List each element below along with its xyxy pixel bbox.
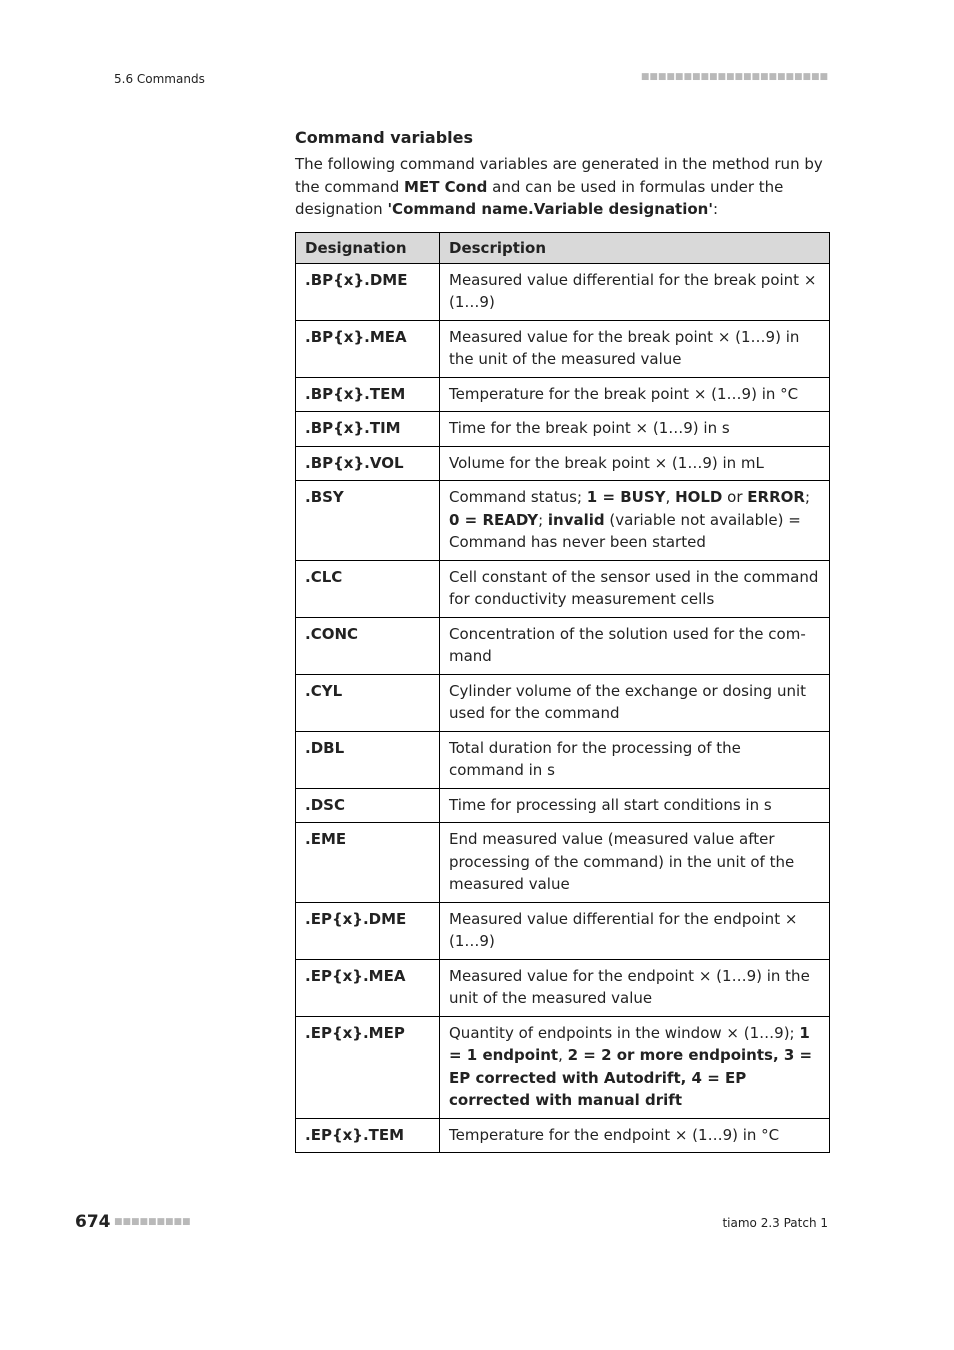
description-text: Quantity of endpoints in the window × (1…9); [449,1023,800,1042]
variable-description: Measured value for the break point × (1…9) in the unit of the measured value [440,320,830,377]
variable-description: Cell constant of the sensor used in the command for conductivity measurement cells [440,560,830,617]
variable-designation: .BP{x}.VOL [296,446,440,481]
description-text: , [665,488,676,506]
variable-designation: .EP{x}.MEA [296,959,440,1016]
description-text: or [722,488,748,506]
table-row [296,674,830,731]
variable-designation: .CYL [296,674,440,731]
variable-designation: .BP{x}.TIM [296,412,440,447]
table-row [296,320,830,377]
variable-description: Time for processing all start conditions in s [440,788,830,823]
table-row [296,377,830,412]
description-emphasis: 0 = READY [449,510,539,529]
page-number: 674 [75,1212,111,1232]
variable-designation: .DBL [296,731,440,788]
variable-designation: .EP{x}.DME [296,902,440,959]
variable-description [440,1016,830,1118]
table-row [296,481,830,561]
variable-description: End measured value (measured value after processing of the command) in the unit of the measured value [440,823,830,903]
variable-description: Measured value for the endpoint × (1…9) in the unit of the measured value [440,959,830,1016]
table-row [296,263,830,320]
section-content [295,128,829,221]
intro-designation: 'Command name.Variable designation' [387,200,713,218]
table-row [296,446,830,481]
intro-text-3: : [712,200,719,218]
variable-designation: .EME [296,823,440,903]
variable-description [440,481,830,561]
variable-designation: .BP{x}.MEA [296,320,440,377]
variable-description: Measured value differential for the break point × (1…9) [440,263,830,320]
intro-paragraph [295,153,829,221]
description-text: (variable not available) = Command has never been started [449,510,801,551]
column-header-description: Description [440,233,830,264]
variable-description: Temperature for the endpoint × (1…9) in °C [440,1118,830,1153]
variable-description: Concentration of the solution used for the command [440,617,830,674]
section-title: Command variables [295,128,473,147]
variable-designation: .BSY [296,481,440,561]
variable-designation: .DSC [296,788,440,823]
variable-designation: .CONC [296,617,440,674]
variable-description: Total duration for the processing of the command in s [440,731,830,788]
description-emphasis: 2 = 2 or more endpoints, 3 = EP corrected with Autodrift, 4 = EP corrected with manual drift [449,1046,813,1109]
variable-designation: .BP{x}.TEM [296,377,440,412]
table-row [296,1016,830,1118]
variable-designation: .EP{x}.TEM [296,1118,440,1153]
variable-designation: .CLC [296,560,440,617]
description-emphasis: ERROR [747,488,805,506]
variable-description: Volume for the break point × (1…9) in mL [440,446,830,481]
column-header-designation: Designation [296,233,440,264]
table-row [296,560,830,617]
variable-description: Cylinder volume of the exchange or dosing unit used for the command [440,674,830,731]
table-row [296,902,830,959]
footer-product-name: tiamo 2.3 Patch 1 [722,1216,828,1230]
variable-description: Time for the break point × (1…9) in s [440,412,830,447]
variable-description: Measured value differential for the endpoint × (1…9) [440,902,830,959]
table-row [296,823,830,903]
description-text: Command status; [449,488,587,506]
variable-designation: .BP{x}.DME [296,263,440,320]
table-row [296,1118,830,1153]
description-emphasis: invalid [547,510,605,529]
description-emphasis: HOLD [675,488,723,506]
table-row [296,959,830,1016]
table-row [296,731,830,788]
table-row [296,412,830,447]
variable-designation: .EP{x}.MEP [296,1016,440,1118]
running-header-section: 5.6 Commands [114,72,205,86]
command-variables-table [295,232,830,1153]
running-header-decoration: ■■■■■■■■■■■■■■■■■■■■■■ [640,72,828,82]
intro-command-name: MET Cond [404,177,488,196]
intro-text-1: The following command variables are generated in the method run by the command [295,155,823,196]
table-header-row [296,233,830,264]
intro-text-2: and can be used in formulas under the designation [295,177,784,218]
variable-description: Temperature for the break point × (1…9) in °C [440,377,830,412]
table-body [296,263,830,1153]
footer-decoration: ■■■■■■■■■ [114,1217,191,1227]
description-text: ; [804,488,810,506]
description-emphasis: 1 = 1 endpoint [449,1023,810,1064]
table-row [296,617,830,674]
description-text: ; [538,510,548,529]
table-row [296,788,830,823]
description-emphasis: 1 = BUSY [586,488,666,506]
description-text: , [558,1046,568,1064]
